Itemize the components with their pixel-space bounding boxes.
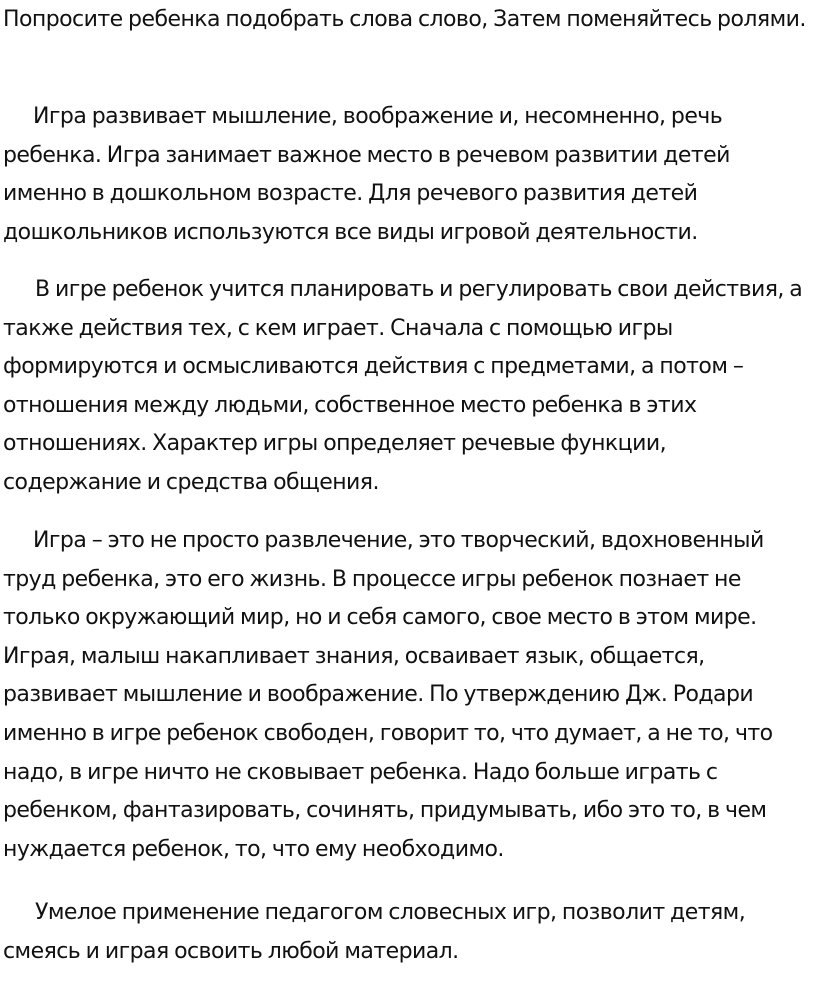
paragraph-text: Игра – это не просто развлечение, это творческий, вдохновенный труд ребенка, это его жизнь. В процессе игры ребенок познает не только окружающий мир, но и себя самого, свое место в этом мире. Играя, малыш накапливает знания, осваивает язык, общается, развивает мышление и воображение. По утверждению Дж. Родари именно в игре ребенок свободен, говорит то, что думает, а не то, что надо, в игре ничто не сковывает ребенка. Надо больше играть с ребенком, фантазировать, сочинять, придумывать, ибо это то, в чем нуждается ребенок, то, что ему необходимо. — [3, 528, 773, 862]
paragraph-text: Умелое применение педагогом словесных игр, позволит детям, смеясь и играя освоить любой материал. — [3, 900, 746, 964]
paragraph-text: Попросите ребенка подобрать слова слово, Затем поменяйтесь ролями. — [3, 7, 806, 32]
paragraph-play-is-creative-work — [3, 522, 808, 869]
paragraph-play-develops-speech — [3, 98, 808, 252]
paragraph-text: Игра развивает мышление, воображение и, несомненно, речь ребенка. Игра занимает важное место в речевом развитии детей именно в дошкольном возрасте. Для речевого развития детей дошкольников используются все виды игровой деятельности. — [3, 104, 730, 245]
paragraph-planning-actions — [3, 271, 808, 503]
paragraph-word-games — [3, 894, 808, 971]
paragraph-swap-roles — [3, 1, 808, 40]
paragraph-text: В игре ребенок учится планировать и регулировать свои действия, а также действия тех, с кем играет. Сначала с помощью игры формируются и осмысливаются действия с предметами, а потом – отношения между людьми, собственное место ребенка в этих отношениях. Характер игры определяет речевые функции, содержание и средства общения. — [3, 277, 803, 495]
